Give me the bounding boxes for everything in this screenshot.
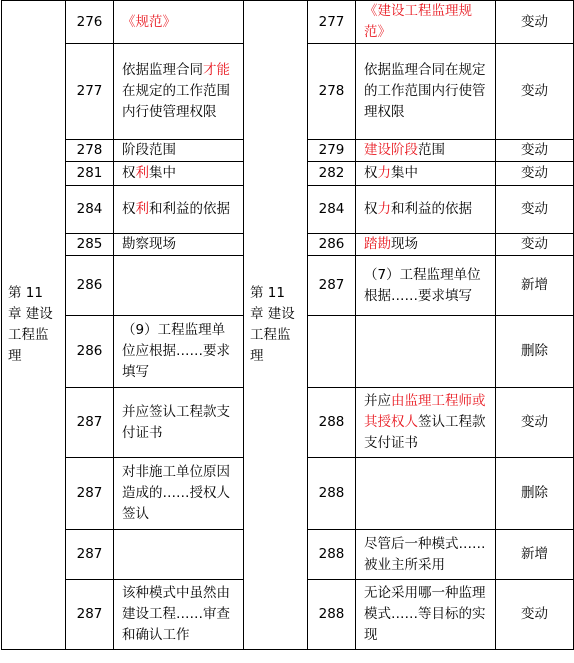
text-segment: 阶段范围	[122, 142, 176, 158]
text-segment: 并应	[364, 393, 391, 409]
old-page-cell: 278	[66, 140, 114, 162]
text-segment: 对非施工单位原因造成的……授权人签认	[122, 464, 230, 522]
old-content-cell	[114, 140, 244, 162]
text-segment: 和利益的依据	[391, 201, 472, 217]
old-page-cell: 284	[66, 186, 114, 234]
text-segment: 集中	[149, 165, 176, 181]
chapter-cell-left: 第 11 章 建设工程监理	[2, 1, 66, 650]
new-content-cell	[356, 316, 496, 388]
text-segment: 权	[122, 201, 136, 217]
change-type-cell: 变动	[496, 388, 574, 458]
old-page-cell: 277	[66, 44, 114, 140]
old-page-cell: 287	[66, 388, 114, 458]
text-segment: 建设阶段	[364, 142, 418, 158]
change-type-cell: 删除	[496, 316, 574, 388]
change-type-cell: 新增	[496, 256, 574, 316]
old-content-cell	[114, 316, 244, 388]
text-segment: 才能	[203, 62, 230, 78]
new-page-cell: 279	[308, 140, 356, 162]
new-content-cell	[356, 530, 496, 580]
new-page-cell: 288	[308, 458, 356, 530]
old-content-cell	[114, 1, 244, 44]
chapter-cell-right: 第 11 章 建设工程监理	[244, 1, 308, 650]
text-segment: 力	[377, 165, 391, 181]
old-content-cell	[114, 530, 244, 580]
old-content-cell	[114, 458, 244, 530]
text-segment: 权	[364, 201, 378, 217]
new-page-cell: 278	[308, 44, 356, 140]
new-content-cell	[356, 256, 496, 316]
change-type-cell: 变动	[496, 580, 574, 650]
text-segment: 力	[377, 201, 391, 217]
old-page-cell: 281	[66, 162, 114, 186]
text-segment: 踏勘	[364, 236, 391, 252]
old-page-cell: 276	[66, 1, 114, 44]
text-segment: 由监理工程师或其授权人	[364, 393, 486, 430]
text-segment: 依据监理合同在规定的工作范围内行使管理权限	[364, 62, 486, 120]
change-type-cell: 变动	[496, 162, 574, 186]
text-segment: 范围	[418, 142, 445, 158]
old-content-cell	[114, 162, 244, 186]
new-page-cell: 282	[308, 162, 356, 186]
change-type-cell: 变动	[496, 186, 574, 234]
text-segment: 尽管后一种模式……被业主所采用	[364, 535, 486, 573]
old-content-cell	[114, 44, 244, 140]
old-content-cell	[114, 580, 244, 650]
new-page-cell: 286	[308, 234, 356, 256]
text-segment: 《规范》	[122, 13, 176, 30]
change-type-cell: 变动	[496, 234, 574, 256]
new-content-cell	[356, 162, 496, 186]
old-page-cell: 287	[66, 580, 114, 650]
old-page-cell: 286	[66, 316, 114, 388]
change-type-cell: 新增	[496, 530, 574, 580]
new-content-cell	[356, 140, 496, 162]
text-segment: 集中	[391, 165, 418, 181]
text-segment: 和利益的依据	[149, 201, 230, 217]
text-segment: （9）工程监理单位应根据……要求填写	[122, 322, 230, 380]
new-content-cell	[356, 234, 496, 256]
new-page-cell	[308, 316, 356, 388]
old-content-cell	[114, 234, 244, 256]
new-page-cell: 284	[308, 186, 356, 234]
new-content-cell	[356, 44, 496, 140]
new-page-cell: 288	[308, 388, 356, 458]
old-page-cell: 287	[66, 458, 114, 530]
change-type-cell: 删除	[496, 458, 574, 530]
text-segment: 勘察现场	[122, 236, 176, 252]
text-segment: 无论采用哪一种监理模式……等目标的实现	[364, 585, 486, 643]
old-page-cell: 285	[66, 234, 114, 256]
change-type-cell: 变动	[496, 44, 574, 140]
old-content-cell	[114, 256, 244, 316]
text-segment: （7）工程监理单位根据……要求填写	[364, 266, 481, 304]
new-content-cell	[356, 388, 496, 458]
text-segment: 权	[364, 165, 378, 181]
text-segment: 在规定的工作范围内行使管理权限	[122, 83, 230, 120]
new-page-cell: 287	[308, 256, 356, 316]
change-type-cell: 变动	[496, 140, 574, 162]
text-segment: 该种模式中虽然由建设工程……审查和确认工作	[122, 585, 230, 643]
text-segment: 权	[122, 165, 136, 181]
new-page-cell: 277	[308, 1, 356, 44]
text-segment: 现场	[391, 236, 418, 252]
table-row	[2, 1, 574, 44]
text-segment: 依据监理合同	[122, 62, 203, 78]
new-page-cell: 288	[308, 580, 356, 650]
text-segment: 利	[135, 165, 149, 181]
old-content-cell	[114, 388, 244, 458]
new-content-cell	[356, 186, 496, 234]
new-content-cell	[356, 1, 496, 44]
text-segment: 并应签认工程款支付证书	[122, 403, 230, 441]
new-content-cell	[356, 458, 496, 530]
change-type-cell: 变动	[496, 1, 574, 44]
errata-table	[1, 0, 574, 650]
old-page-cell: 286	[66, 256, 114, 316]
text-segment: 《建设工程监理规范》	[364, 3, 472, 40]
old-page-cell: 287	[66, 530, 114, 580]
new-content-cell	[356, 580, 496, 650]
new-page-cell: 288	[308, 530, 356, 580]
text-segment: 利	[135, 201, 149, 217]
old-content-cell	[114, 186, 244, 234]
text-segment: 签认工程款支付证书	[364, 414, 486, 451]
